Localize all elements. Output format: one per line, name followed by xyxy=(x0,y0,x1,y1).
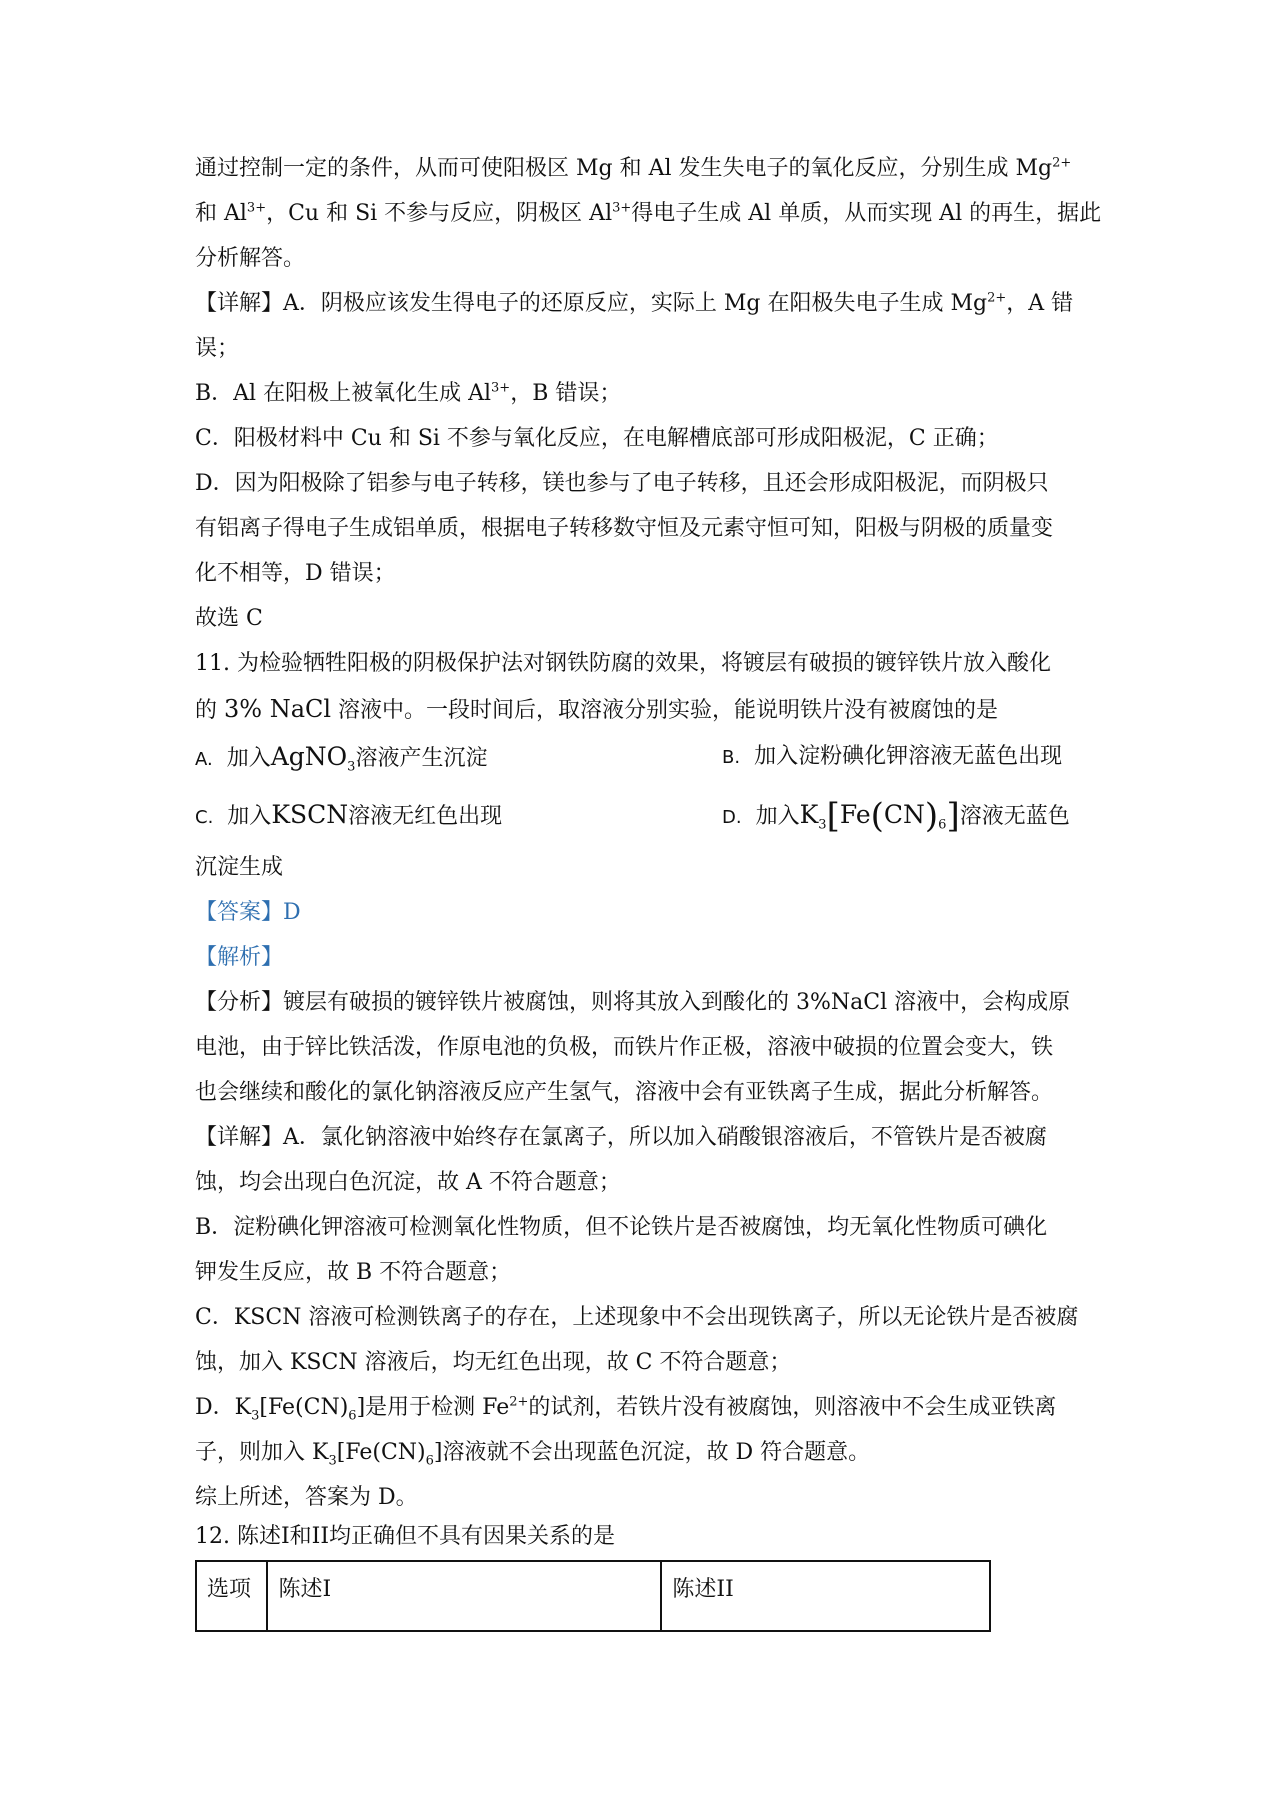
option-b: B. 加入淀粉碘化钾溶液无蓝色出现 xyxy=(722,744,1063,769)
answer-label: 【答案】D xyxy=(195,900,301,925)
detail-line: 误； xyxy=(195,336,240,361)
detail-line: 【详解】A．氯化钠溶液中始终存在氯离子，所以加入硝酸银溶液后，不管铁片是否被腐 xyxy=(195,1125,1047,1150)
table-header-cell: 选项 xyxy=(196,1561,267,1631)
detail-line: 有铝离子得电子生成铝单质，根据电子转移数守恒及元素守恒可知，阳极与阴极的质量变 xyxy=(195,516,1054,541)
summary-line: 综上所述，答案为 D。 xyxy=(195,1485,418,1510)
option-c: C. 加入KSCN溶液无红色出现 xyxy=(195,800,503,829)
table-header-cell: 陈述I xyxy=(267,1561,661,1631)
table-header-row xyxy=(196,1561,990,1631)
question-12-stem: 12. 陈述I和II均正确但不具有因果关系的是 xyxy=(195,1524,616,1549)
analysis-line: 也会继续和酸化的氯化钠溶液反应产生氢气，溶液中会有亚铁离子生成，据此分析解答。 xyxy=(195,1080,1054,1105)
detail-line: D．$K_3[Fe(CN)_6]$是用于检测 $Fe^{2+}$的试剂，若铁片没有被腐蚀，则溶液中不会生成亚铁离 xyxy=(195,1394,1057,1424)
detail-line: D．因为阳极除了铝参与电子转移，镁也参与了电子转移，且还会形成阳极泥，而阴极只 xyxy=(195,471,1049,496)
question-11-stem: 11. 为检验牺牲阳极的阴极保护法对钢铁防腐的效果，将镀层有破损的镀锌铁片放入酸化 xyxy=(195,651,1051,676)
detail-line: 钾发生反应，故 B 不符合题意； xyxy=(195,1260,512,1285)
detail-line: 子，则加入 $K_3[Fe(CN)_6]$溶液就不会出现蓝色沉淀，故 D 符合题意。 xyxy=(195,1440,871,1469)
option-a: A. 加入AgNO$_3$溶液产生沉淀 xyxy=(195,742,488,775)
option-d-continued: 沉淀生成 xyxy=(195,855,284,880)
detail-line: C．阳极材料中 Cu 和 Si 不参与氧化反应，在电解槽底部可形成阳极泥，C 正确； xyxy=(195,426,999,451)
paragraph-line: 分析解答。 xyxy=(195,246,306,271)
question-11-stem: 的 3% NaCl 溶液中。一段时间后，取溶液分别实验，能说明铁片没有被腐蚀的是 xyxy=(195,695,999,723)
detail-line: 蚀，均会出现白色沉淀，故 A 不符合题意； xyxy=(195,1170,621,1195)
statements-table xyxy=(195,1560,991,1632)
analysis-label: 【解析】 xyxy=(195,945,284,970)
paragraph-line: 通过控制一定的条件，从而可使阳极区 Mg 和 Al 发生失电子的氧化反应，分别生成 $Mg^{2+}$ xyxy=(195,155,1072,181)
option-d: D. 加入$K_3[Fe(CN)_6]$溶液无蓝色 xyxy=(722,796,1070,836)
analysis-line: 电池，由于锌比铁活泼，作原电池的负极，而铁片作正极，溶液中破损的位置会变大，铁 xyxy=(195,1035,1054,1060)
detail-line: B．Al 在阳极上被氧化生成 $Al^{3+}$，B 错误； xyxy=(195,380,622,406)
detail-line: 蚀，加入 KSCN 溶液后，均无红色出现，故 C 不符合题意； xyxy=(195,1350,792,1375)
detail-line: B．淀粉碘化钾溶液可检测氧化性物质，但不论铁片是否被腐蚀，均无氧化性物质可碘化 xyxy=(195,1215,1048,1240)
detail-line: 故选 C xyxy=(195,606,263,631)
detail-line: C．KSCN 溶液可检测铁离子的存在，上述现象中不会出现铁离子，所以无论铁片是否被腐 xyxy=(195,1305,1079,1330)
table-header-cell: 陈述II xyxy=(661,1561,990,1631)
paragraph-line: 和 $Al^{3+}$，Cu 和 Si 不参与反应，阴极区 $Al^{3+}$得电子生成 Al 单质，从而实现 Al 的再生，据此 xyxy=(195,200,1102,226)
analysis-line: 【分析】镀层有破损的镀锌铁片被腐蚀，则将其放入到酸化的 3%NaCl 溶液中，会构成原 xyxy=(195,990,1071,1015)
detail-line: 【详解】A．阴极应该发生得电子的还原反应，实际上 Mg 在阳极失电子生成 $Mg^{2+}$，A 错 xyxy=(195,290,1074,316)
detail-line: 化不相等，D 错误； xyxy=(195,561,396,586)
